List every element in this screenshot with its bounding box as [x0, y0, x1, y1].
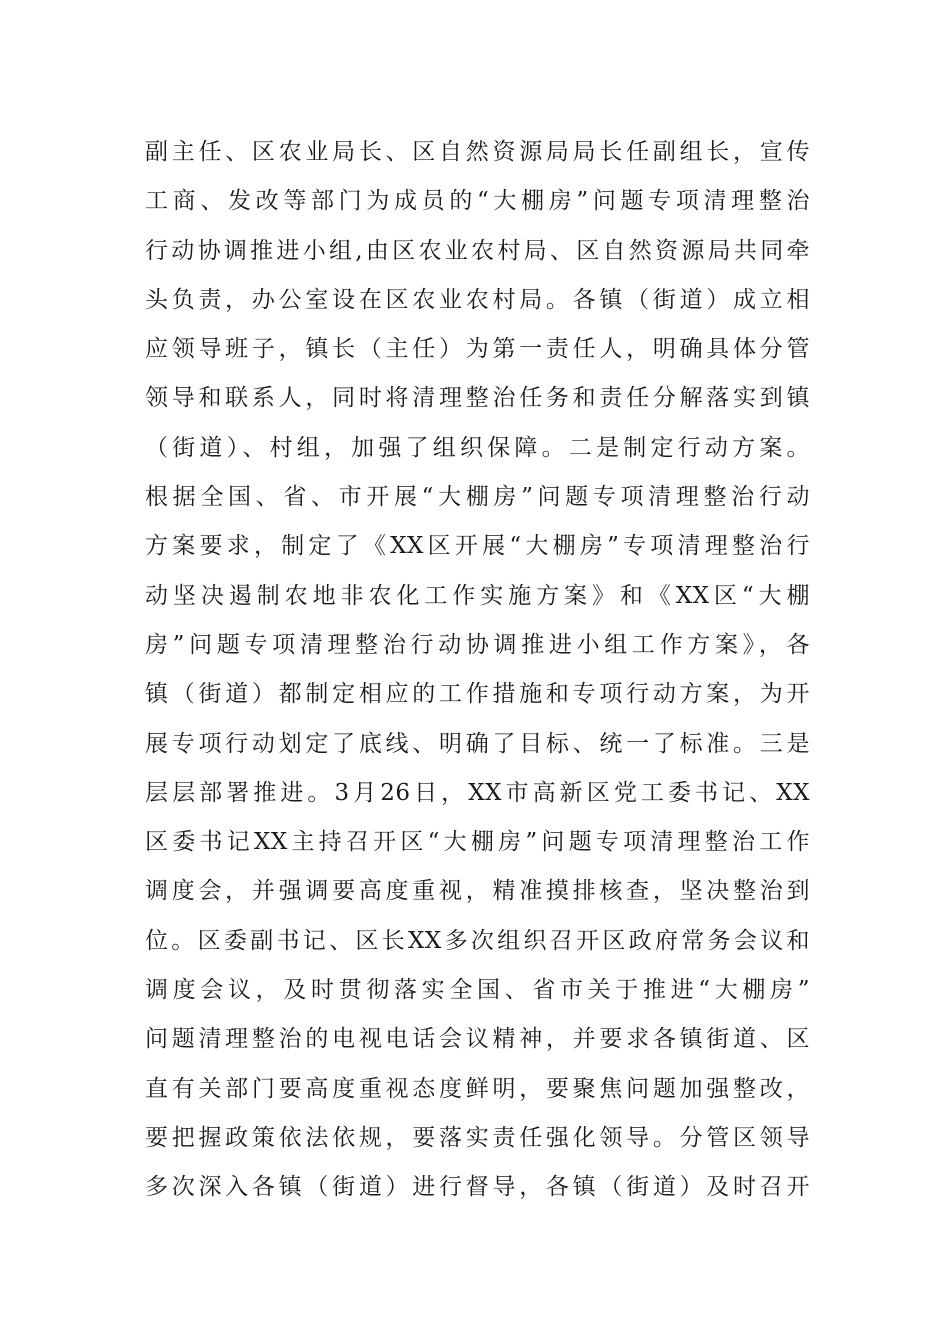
text-line-8: 根据全国、省、市开展“大棚房”问题专项清理整治行动 — [145, 484, 810, 511]
text-line-21: 要把握政策依法依规，要落实责任强化领导。分管区领导 — [145, 1124, 810, 1151]
text-line-13: 展专项行动划定了底线、明确了目标、统一了标准。三是 — [145, 730, 810, 757]
text-line-6: 领导和联系人，同时将清理整治任务和责任分解落实到镇 — [145, 385, 810, 412]
text-line-12: 镇（街道）都制定相应的工作措施和专项行动方案，为开 — [145, 681, 810, 708]
text-line-1: 副主任、区农业局长、区自然资源局局长任副组长，宣传 — [145, 139, 810, 165]
text-line-4: 头负责，办公室设在区农业农村局。各镇（街道）成立相 — [145, 286, 810, 313]
text-line-20: 直有关部门要高度重视态度鲜明，要聚焦问题加强整改， — [145, 1075, 810, 1102]
text-line-14: 层层部署推进。3月26日，XX市高新区党工委书记、XX — [145, 779, 810, 806]
text-line-19: 问题清理整治的电视电话会议精神，并要求各镇街道、区 — [145, 1026, 810, 1053]
text-line-10: 动坚决遏制农地非农化工作实施方案》和《XX区“大棚 — [145, 582, 810, 609]
text-line-22: 多次深入各镇（街道）进行督导，各镇（街道）及时召开 — [145, 1174, 810, 1201]
text-line-2: 工商、发改等部门为成员的“大棚房”问题专项清理整治 — [145, 188, 810, 215]
text-line-11: 房”问题专项清理整治行动协调推进小组工作方案》，各 — [145, 631, 810, 658]
body-paragraph — [145, 128, 810, 1213]
text-line-5: 应领导班子，镇长（主任）为第一责任人，明确具体分管 — [145, 336, 810, 363]
text-line-18: 调度会议，及时贯彻落实全国、省市关于推进“大棚房” — [145, 977, 810, 1004]
text-line-15: 区委书记XX主持召开区“大棚房”问题专项清理整治工作 — [145, 829, 810, 856]
text-line-17: 位。区委副书记、区长XX多次组织召开区政府常务会议和 — [145, 927, 810, 954]
text-line-3: 行动协调推进小组,由区农业农村局、区自然资源局共同牵 — [145, 237, 810, 264]
text-line-7: （街道）、村组，加强了组织保障。二是制定行动方案。 — [145, 434, 810, 461]
text-line-16: 调度会，并强调要高度重视，精准摸排核查，坚决整治到 — [145, 878, 810, 905]
text-line-9: 方案要求，制定了《XX区开展“大棚房”专项清理整治行 — [145, 533, 810, 560]
